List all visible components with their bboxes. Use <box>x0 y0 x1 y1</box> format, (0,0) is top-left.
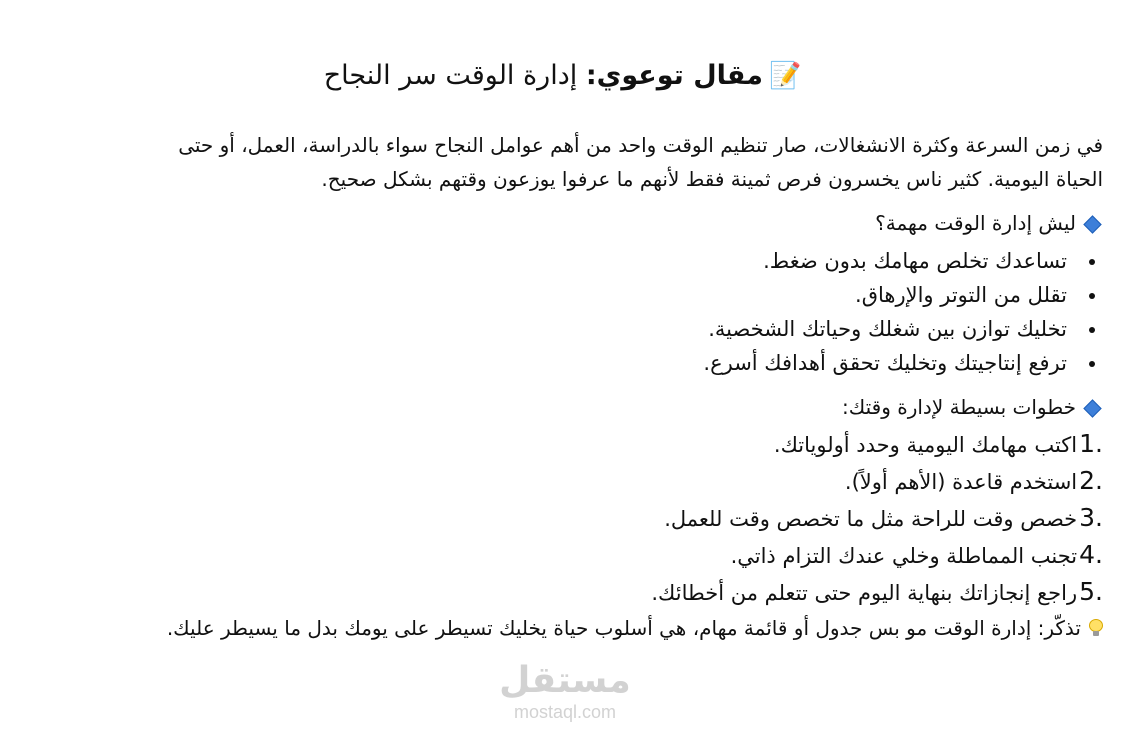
intro-paragraph: في زمن السرعة وكثرة الانشغالات، صار تنظيم الوقت واحد من أهم عوامل النجاح سواء بالدراسة، العمل، أو حتى الحياة اليومية. كثير ناس يخسرون فرص ثمينة فقط لأنهم ما عرفوا يوزعون وقتهم بشكل صحيح. <box>178 133 1103 191</box>
list-item <box>103 537 1103 574</box>
list-item-text: ترفع إنتاجيتك وتخليك تحقق أهدافك أسرع. <box>703 351 1067 375</box>
step-number: 1. <box>1079 429 1103 458</box>
list-item-text: تساعدك تخلص مهامك بدون ضغط. <box>763 249 1067 273</box>
list-item <box>103 426 1103 463</box>
watermark-arabic: مستقل <box>499 660 631 701</box>
bullet-dot <box>1089 293 1095 299</box>
blue-diamond-icon <box>1083 399 1101 417</box>
list-item <box>103 574 1103 611</box>
step-text: راجع إنجازاتك بنهاية اليوم حتى تتعلم من أخطائك. <box>651 581 1078 605</box>
reminder-paragraph <box>128 611 1103 645</box>
step-number: 3. <box>1079 503 1103 532</box>
light-bulb-icon <box>1089 619 1103 637</box>
list-item <box>103 500 1103 537</box>
why-list <box>103 244 1103 380</box>
article-title <box>0 56 1125 96</box>
title-prefix: مقال توعوي: <box>585 60 763 91</box>
blue-diamond-icon <box>1083 215 1101 233</box>
step-number: 4. <box>1079 540 1103 569</box>
bullet-dot <box>1089 259 1095 265</box>
title-rest: إدارة الوقت سر النجاح <box>323 60 578 91</box>
step-text: اكتب مهامك اليومية وحدد أولوياتك. <box>773 433 1078 457</box>
bullet-dot <box>1089 327 1095 333</box>
steps-heading-text: خطوات بسيطة لإدارة وقتك: <box>842 395 1076 419</box>
step-text: تجنب المماطلة وخلي عندك التزام ذاتي. <box>730 544 1078 568</box>
list-item-text: تخليك توازن بين شغلك وحياتك الشخصية. <box>708 317 1067 341</box>
list-item <box>103 312 1103 346</box>
list-item <box>103 278 1103 312</box>
list-item <box>103 346 1103 380</box>
list-item <box>103 244 1103 278</box>
reminder-text: تذكّر: إدارة الوقت مو بس جدول أو قائمة مهام، هي أسلوب حياة يخليك تسيطر على يومك بدل ما يسيطر عليك. <box>166 616 1081 640</box>
step-text: استخدم قاعدة (الأهم أولاً). <box>844 470 1078 494</box>
step-text: خصص وقت للراحة مثل ما تخصص وقت للعمل. <box>664 507 1078 531</box>
why-heading-text: ليش إدارة الوقت مهمة؟ <box>875 211 1076 235</box>
steps-list <box>103 426 1103 611</box>
list-item <box>103 463 1103 500</box>
step-number: 5. <box>1079 577 1103 606</box>
why-heading <box>101 208 1101 238</box>
watermark-latin: mostaql.com <box>513 702 617 722</box>
step-number: 2. <box>1079 466 1103 495</box>
memo-icon: 📝 <box>768 61 802 91</box>
list-item-text: تقلل من التوتر والإرهاق. <box>855 283 1067 307</box>
bullet-dot <box>1089 361 1095 367</box>
watermark <box>470 660 660 722</box>
steps-heading <box>101 392 1101 422</box>
